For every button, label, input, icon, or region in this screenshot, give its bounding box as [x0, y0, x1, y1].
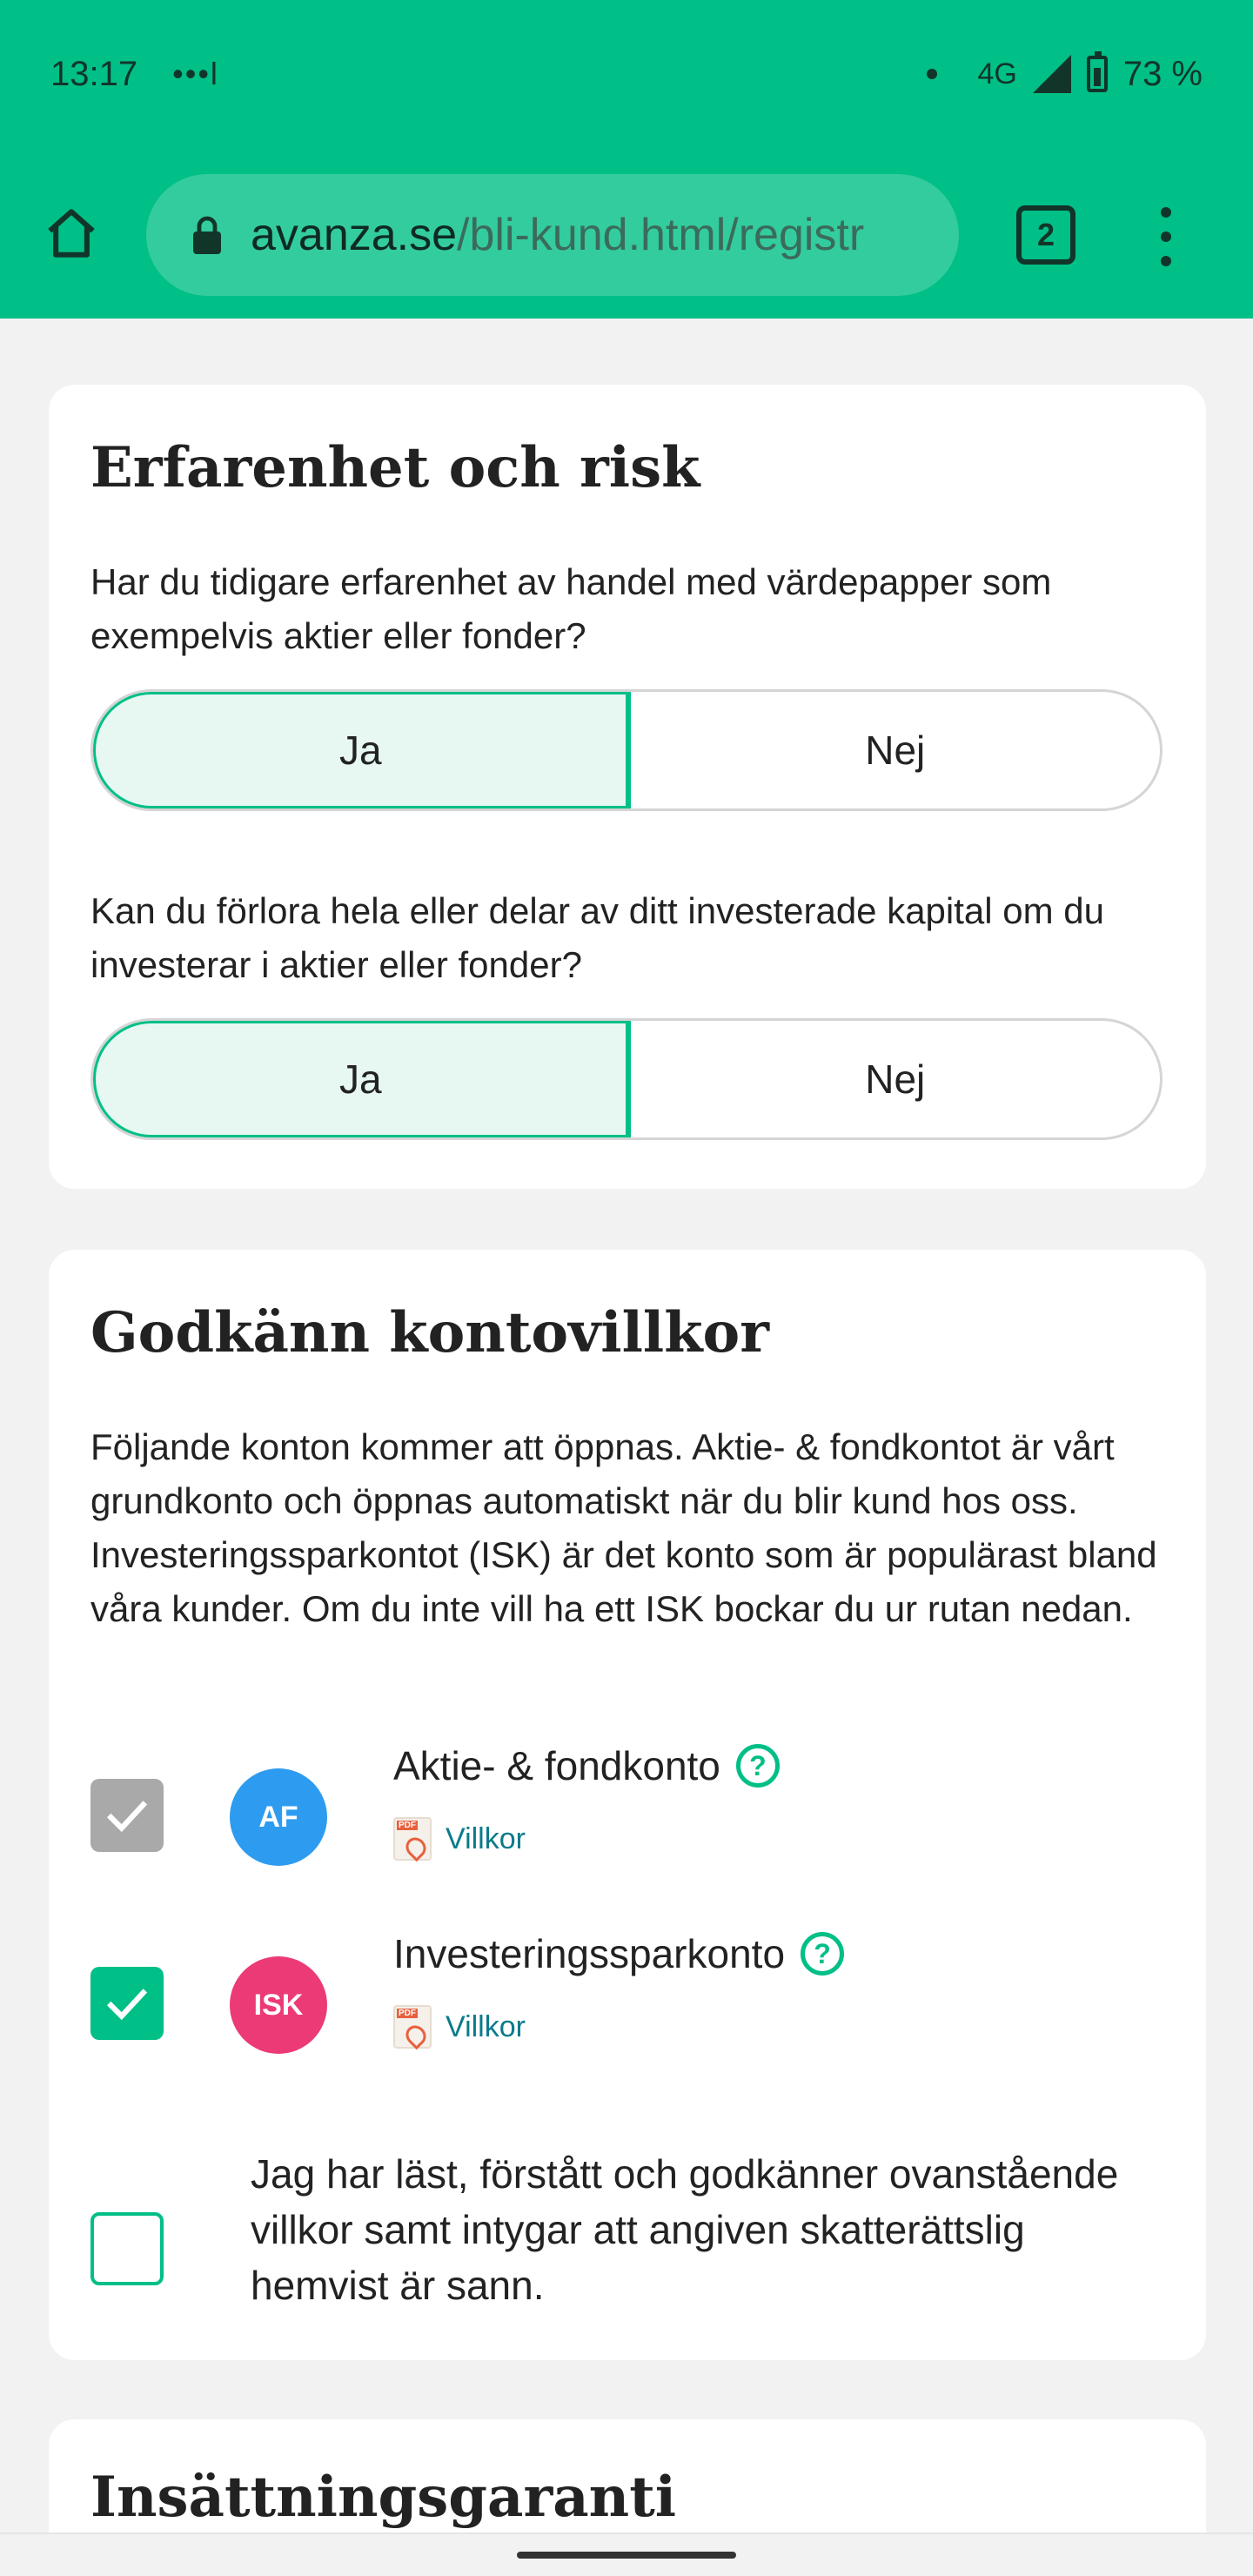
af-checkbox[interactable]	[90, 1779, 164, 1852]
agree-checkbox[interactable]	[90, 2212, 164, 2285]
address-bar[interactable]	[146, 174, 959, 296]
experience-title: Erfarenhet och risk	[90, 435, 700, 500]
q1-yes-button[interactable]: Ja	[90, 689, 631, 811]
status-dot-icon	[927, 69, 937, 79]
q1-no-button[interactable]: Nej	[865, 728, 926, 773]
af-avatar: AF	[230, 1768, 327, 1866]
battery-percent: 73 %	[1122, 54, 1203, 93]
terms-card	[49, 1250, 1206, 2360]
browser-top-bar	[0, 0, 1253, 319]
gesture-nav-bar	[0, 2532, 1253, 2576]
signal-icon	[1033, 55, 1071, 93]
af-terms-link[interactable]	[393, 1817, 526, 1861]
status-bar	[50, 52, 1203, 96]
isk-checkbox[interactable]	[90, 1967, 164, 2040]
tab-count: 2	[1036, 217, 1055, 252]
experience-question-2: Kan du förlora hela eller delar av ditt investerade kapital om du investerar i aktier eller fonder?	[90, 890, 1105, 985]
terms-description: Följande konton kommer att öppnas. Aktie- & fondkontot är vårt grundkonto och öppnas automatiskt när du blir kund hos oss. Investeringssparkontot (ISK) är det konto som är populärast bland våra kunder. Om du inte vill ha ett ISK bockar du ur rutan nedan.	[90, 1426, 1157, 1629]
url-host: avanza.se	[251, 210, 458, 260]
checkmark-icon	[105, 1798, 149, 1833]
experience-card	[49, 385, 1206, 1189]
isk-account-name	[393, 1930, 844, 1977]
pdf-icon	[393, 1817, 432, 1861]
home-icon	[43, 205, 100, 262]
isk-terms-label: Villkor	[446, 2009, 526, 2043]
experience-question-1: Har du tidigare erfarenhet av handel med värdepapper som exempelvis aktier eller fonder?	[90, 561, 1052, 656]
url-path: /bli-kund.html/registr	[457, 210, 865, 260]
q2-no-button[interactable]: Nej	[865, 1057, 926, 1102]
isk-avatar: ISK	[230, 1956, 327, 2054]
checkmark-icon	[105, 1986, 149, 2021]
q2-yes-button[interactable]: Ja	[90, 1018, 631, 1140]
help-icon[interactable]: ?	[801, 1932, 844, 1976]
af-account-name	[393, 1742, 780, 1789]
url-text	[251, 209, 864, 261]
terms-title: Godkänn kontovillkor	[90, 1300, 769, 1365]
isk-terms-link[interactable]	[393, 2005, 526, 2049]
help-icon[interactable]: ?	[736, 1744, 780, 1788]
home-button[interactable]	[40, 202, 103, 265]
experience-toggle-2	[90, 1018, 1163, 1140]
account-row-isk	[90, 1930, 1163, 2070]
isk-name-label: Investeringssparkonto	[393, 1931, 786, 1976]
af-name-label: Aktie- & fondkonto	[393, 1743, 720, 1788]
status-time: 13:17	[50, 54, 138, 93]
af-terms-label: Villkor	[446, 1821, 526, 1855]
account-row-af	[90, 1742, 1163, 1882]
home-gesture-pill[interactable]	[517, 2552, 736, 2559]
overflow-menu-icon[interactable]	[1149, 205, 1183, 268]
lock-icon	[190, 214, 224, 256]
notification-dots: •••l	[172, 56, 219, 91]
tab-switcher-button[interactable]	[1016, 205, 1075, 265]
pdf-icon	[393, 2005, 432, 2049]
agree-text: Jag har läst, förstått och godkänner ovanstående villkor samt intygar att angiven skatterättslig hemvist är sann.	[251, 2151, 1119, 2308]
guarantee-title: Insättningsgaranti	[90, 2465, 677, 2530]
battery-icon	[1087, 56, 1108, 92]
network-type: 4G	[977, 57, 1017, 91]
experience-toggle-1	[90, 689, 1163, 811]
